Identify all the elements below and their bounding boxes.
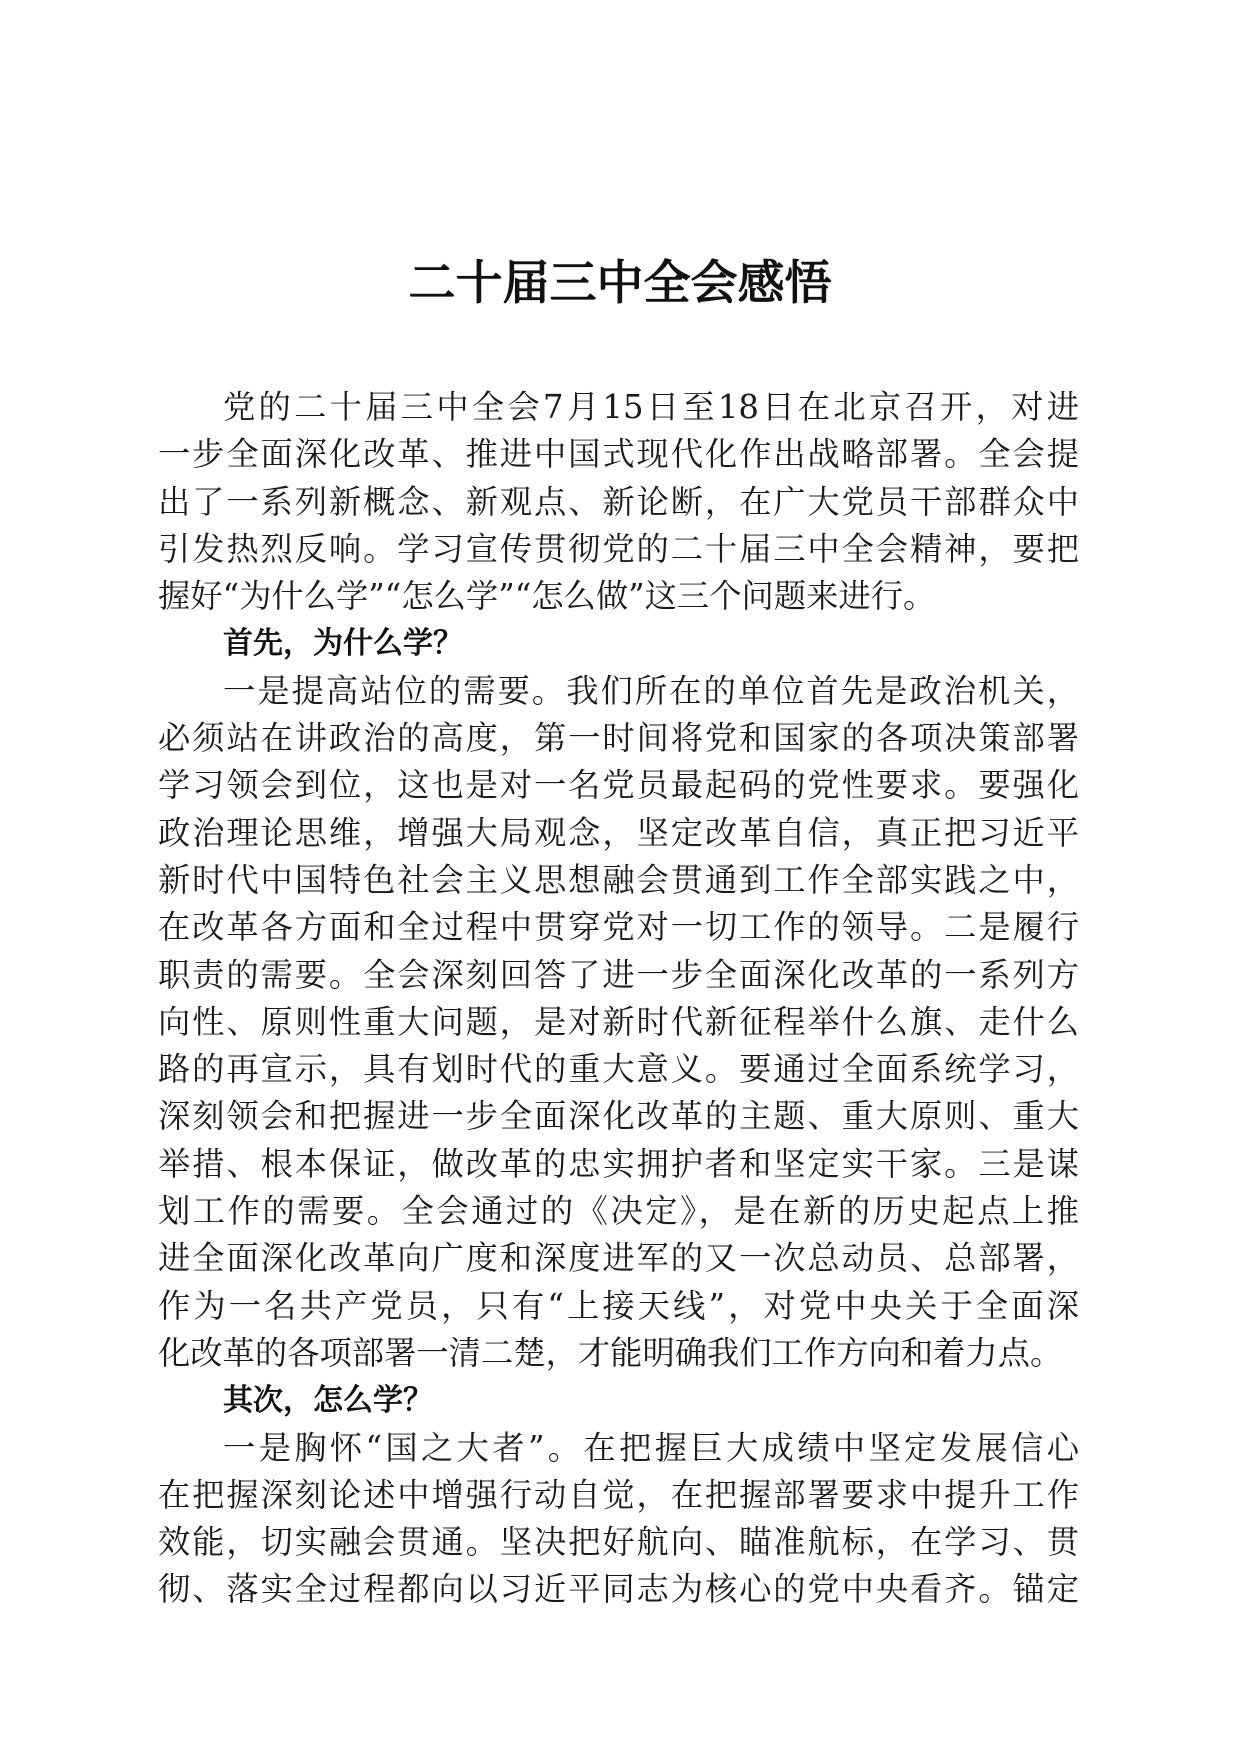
text-line: 出了一系列新概念、新观点、新论断，在广大党员干部群众中 xyxy=(158,482,1079,521)
text-line: 彻、落实全过程都向以习近平同志为核心的党中央看齐。锚定 xyxy=(158,1570,1079,1609)
text-line: 作为一名共产党员，只有“上接天线”，对党中央关于全面深 xyxy=(158,1286,1079,1325)
section-why-paragraph xyxy=(158,668,1079,1377)
text-line: 路的再宣示，具有划时代的重大意义。要通过全面系统学习， xyxy=(158,1050,1079,1089)
text-line: 深刻领会和把握进一步全面深化改革的主题、重大原则、重大 xyxy=(158,1097,1079,1136)
section-heading-how: 其次，怎么学？ xyxy=(223,1383,433,1419)
text-line: 划工作的需要。全会通过的《决定》，是在新的历史起点上推 xyxy=(158,1192,1079,1231)
text-line: 一步全面深化改革、推进中国式现代化作出战略部署。全会提 xyxy=(158,435,1079,474)
text-line: 学习领会到位，这也是对一名党员最起码的党性要求。要强化 xyxy=(158,766,1079,805)
text-line: 必须站在讲政治的高度，第一时间将党和国家的各项决策部署 xyxy=(158,719,1079,758)
text-line: 化改革的各项部署一清二楚，才能明确我们工作方向和着力点。 xyxy=(158,1333,1063,1372)
document-title: 二十届三中全会感悟 xyxy=(408,256,832,311)
text-line: 向性、原则性重大问题，是对新时代新征程举什么旗、走什么 xyxy=(158,1002,1079,1041)
text-line: 引发热烈反响。学习宣传贯彻党的二十届三中全会精神，要把 xyxy=(158,529,1079,568)
text-line: 党的二十届三中全会7月15日至18日在北京召开，对进 xyxy=(223,388,1079,426)
intro-paragraph xyxy=(158,384,1079,620)
text-line: 在把握深刻论述中增强行动自觉，在把握部署要求中提升工作 xyxy=(158,1475,1079,1514)
section-heading-why: 首先，为什么学？ xyxy=(223,626,463,662)
document-body xyxy=(158,384,1079,1614)
text-line: 进全面深化改革向广度和深度进军的又一次总动员、总部署， xyxy=(158,1239,1079,1278)
text-line: 握好“为什么学”“怎么学”“怎么做”这三个问题来进行。 xyxy=(158,577,936,616)
text-line: 一是胸怀“国之大者”。在把握巨大成绩中坚定发展信心 xyxy=(223,1428,1079,1467)
section-how-paragraph xyxy=(158,1425,1079,1614)
text-line: 职责的需要。全会深刻回答了进一步全面深化改革的一系列方 xyxy=(158,955,1079,994)
text-line: 效能，切实融会贯通。坚决把好航向、瞄准航标，在学习、贯 xyxy=(158,1523,1079,1562)
text-line: 在改革各方面和全过程中贯穿党对一切工作的领导。二是履行 xyxy=(158,908,1079,947)
text-line: 一是提高站位的需要。我们所在的单位首先是政治机关， xyxy=(223,671,1079,710)
text-line: 政治理论思维，增强大局观念，坚定改革自信，真正把习近平 xyxy=(158,813,1079,852)
text-line: 新时代中国特色社会主义思想融会贯通到工作全部实践之中， xyxy=(158,860,1079,899)
text-line: 举措、根本保证，做改革的忠实拥护者和坚定实干家。三是谋 xyxy=(158,1144,1079,1183)
